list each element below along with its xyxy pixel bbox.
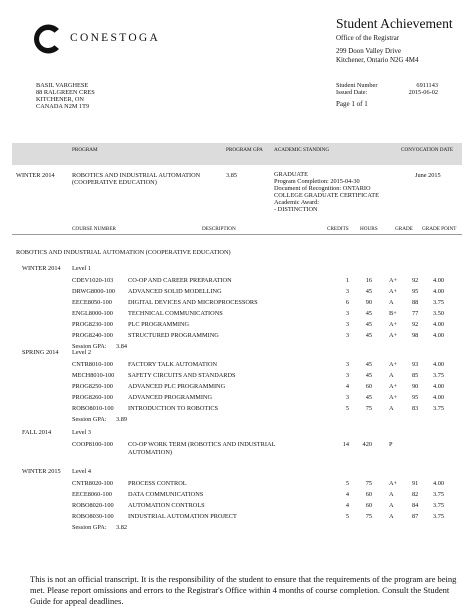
course-hours: 75 [365,480,372,487]
convocation-date: June 2015 [415,172,441,179]
course-grade-point: 3.50 [433,310,445,317]
address-line-1: 299 Doon Valley Drive [336,47,401,55]
standing-line: GRADUATE [274,171,308,178]
academic-standing-col-header: ACADEMIC STANDING [274,147,330,153]
course-code: EECE8050-100 [72,299,112,306]
course-hours: 16 [365,277,372,284]
course-percent: 83 [412,405,419,412]
course-description: ADVANCED PLC PROGRAMMING [128,383,226,390]
course-grade: A [389,405,394,412]
session-gpa-value: 3.84 [116,343,128,350]
course-grade: A [389,372,394,379]
course-grade-point: 4.00 [433,480,445,487]
session-gpa-label: Session GPA: [72,524,107,531]
course-hours: 45 [365,372,372,379]
course-grade-point: 4.00 [433,394,445,401]
course-description: SAFETY CIRCUITS AND STANDARDS [128,372,236,379]
course-description: PLC PROGRAMMING [128,321,190,328]
academic-standing [274,172,379,213]
course-credits: 3 [345,332,349,339]
program-gpa-col-header: PROGRAM GPA [226,147,263,153]
course-code: ROBO8010-100 [72,405,114,412]
conestoga-logo-icon [30,22,64,56]
course-percent: 88 [412,299,419,306]
standing-line: COLLEGE GRADUATE CERTIFICATE [274,191,379,199]
course-grade-point: 3.75 [433,299,445,306]
course-code: PROG8240-100 [72,332,113,339]
course-grade: A+ [389,277,398,284]
course-description: INDUSTRIAL AUTOMATION PROJECT [128,513,237,520]
program-name-line-1: ROBOTICS AND INDUSTRIAL AUTOMATION [72,172,201,179]
course-credits: 14 [342,441,349,448]
session-gpa-label: Session GPA: [72,416,107,423]
course-credits: 4 [345,491,349,498]
course-credits: 3 [345,321,349,328]
term-label: SPRING 2014 [22,349,59,356]
course-code: EECE8060-100 [72,491,112,498]
course-hours: 60 [365,491,372,498]
term-label: FALL 2014 [22,429,52,436]
hours-col-header: HOURS [360,226,378,232]
course-code: CNTR8010-100 [72,361,113,368]
course-grade: A [389,491,394,498]
course-grade: P [389,441,393,448]
program-term: WINTER 2014 [16,172,55,179]
course-code: PROG8230-100 [72,321,113,328]
course-percent: 95 [412,394,419,401]
program-name-line-2: (COOPERATIVE EDUCATION) [72,179,157,186]
course-credits: 5 [345,513,349,520]
address-line-2: Kitchener, Ontario N2G 4M4 [336,56,419,64]
course-hours: 420 [362,441,372,448]
course-description: CO-OP WORK TERM (ROBOTICS AND INDUSTRIAL [128,441,276,448]
course-code: COOP8100-100 [72,441,113,448]
description-col-header: DESCRIPTION [202,226,236,232]
course-description: INTRODUCTION TO ROBOTICS [128,405,219,412]
term-label: WINTER 2014 [22,265,61,272]
course-credits: 6 [345,299,349,306]
course-hours: 45 [365,361,372,368]
course-code: PROG8260-100 [72,394,113,401]
course-percent: 95 [412,288,419,295]
course-description: ADVANCED PROGRAMMING [128,394,213,401]
grade-col-header: GRADE [395,226,413,232]
course-grade: A+ [389,332,398,339]
course-credits: 5 [345,405,349,412]
course-percent: 77 [412,310,419,317]
course-description: AUTOMATION CONTROLS [128,502,205,509]
course-percent: 84 [412,502,419,509]
disclaimer-text: This is not an official transcript. It is the responsibility of the student to ensure that the requirements of the program are being met. Please report omissions and errors to the Registrar's Office within 4 months of course completion. Consult the Student Guide for appeal deadlines. [30,574,457,606]
student-name: BASIL VARGHESE [36,82,89,89]
course-hours: 60 [365,502,372,509]
standing-line: Academic Award: [274,198,320,206]
student-street: 88 RALGREEN CRES [36,89,95,96]
program-gpa: 3.85 [226,172,238,179]
course-grade-point: 3.75 [433,372,445,379]
course-grade-point: 4.00 [433,332,445,339]
course-grade-point: 4.00 [433,321,445,328]
course-percent: 90 [412,383,419,390]
course-grade: B+ [389,310,397,317]
course-code: DRWG8000-100 [72,288,116,295]
course-grade: A+ [389,321,398,328]
course-percent: 92 [412,321,419,328]
program-col-header: PROGRAM [72,147,98,153]
convocation-col-header: CONVOCATION DATE [401,147,454,153]
course-percent: 93 [412,361,419,368]
course-grade-point: 3.75 [433,491,445,498]
student-city: KITCHENER, ON [36,96,84,103]
course-code: CNTR8020-100 [72,480,113,487]
course-grade: A [389,299,394,306]
course-grade-point: 4.00 [433,277,445,284]
course-credits: 3 [345,361,349,368]
course-grade-point: 4.00 [433,361,445,368]
course-hours: 45 [365,332,372,339]
course-percent: 91 [412,480,419,487]
level-label: Level 4 [72,468,92,475]
course-code: ROBO8020-100 [72,502,114,509]
course-grade: A+ [389,288,398,295]
course-grade-point: 3.75 [433,502,445,509]
grade-point-col-header: GRADE POINT [422,226,457,232]
page-indicator: Page 1 of 1 [336,100,368,108]
session-gpa-value: 3.82 [116,524,128,531]
student-number-label: Student Number [336,82,378,89]
course-grade: A [389,513,394,520]
credits-col-header: CREDITS [327,226,349,232]
course-grade-point: 3.75 [433,405,445,412]
course-code: ENGL8000-100 [72,310,113,317]
course-description: ADVANCED SOLID MODELLING [128,288,222,295]
course-code: PROG8250-100 [72,383,113,390]
course-percent: 85 [412,372,419,379]
course-description: STRUCTURED PROGRAMMING [128,332,219,339]
brand-name: CONESTOGA [70,32,161,44]
course-grade-point: 3.75 [433,513,445,520]
course-hours: 45 [365,394,372,401]
level-label: Level 1 [72,265,92,272]
course-hours: 90 [365,299,372,306]
issued-date: 2015-06-02 [408,89,438,96]
document-title: Student Achievement [336,16,453,31]
course-hours: 45 [365,288,372,295]
course-credits: 4 [345,383,349,390]
course-credits: 3 [345,288,349,295]
session-gpa-value: 3.89 [116,416,128,423]
course-grade: A+ [389,383,398,390]
course-hours: 45 [365,310,372,317]
course-description: DIGITAL DEVICES AND MICROPROCESSORS [128,299,258,306]
course-description: PROCESS CONTROL [128,480,187,487]
program-section-title: ROBOTICS AND INDUSTRIAL AUTOMATION (COOPERATIVE EDUCATION) [16,249,231,256]
course-percent: 92 [412,277,419,284]
course-description: CO-OP AND CAREER PREPARATION [128,277,232,284]
course-hours: 75 [365,405,372,412]
course-credits: 3 [345,372,349,379]
course-code: ROBO8030-100 [72,513,114,520]
course-number-col-header: COURSE NUMBER [72,226,116,232]
course-grade: A+ [389,361,398,368]
course-hours: 60 [365,383,372,390]
course-hours: 75 [365,513,372,520]
standing-line: Document of Recognition: ONTARIO [274,184,371,192]
course-header-divider [12,234,462,235]
course-percent: 98 [412,332,419,339]
course-grade: A+ [389,394,398,401]
course-grade-point: 4.00 [433,383,445,390]
course-grade: A [389,502,394,509]
course-credits: 5 [345,480,349,487]
course-grade: A+ [389,480,398,487]
level-label: Level 2 [72,349,92,356]
term-label: WINTER 2015 [22,468,61,475]
issued-date-label: Issued Date: [336,89,368,96]
student-number: 6911143 [416,82,438,89]
session-gpa-label: Session GPA: [72,343,107,350]
registrar-office: Office of the Registrar [336,34,400,42]
student-country: CANADA N2M 1T9 [36,103,90,110]
course-grade-point: 4.00 [433,288,445,295]
level-label: Level 3 [72,429,92,436]
course-credits: 4 [345,502,349,509]
course-credits: 3 [345,310,349,317]
course-percent: 82 [412,491,419,498]
course-description: TECHNICAL COMMUNICATIONS [128,310,223,317]
course-code: MECH8010-100 [72,372,115,379]
course-description: FACTORY TALK AUTOMATION [128,361,218,368]
course-hours: 45 [365,321,372,328]
course-code: CDEV1020-103 [72,277,114,284]
course-credits: 1 [345,277,349,284]
course-description-line-2: AUTOMATION) [128,449,172,456]
standing-line: Program Completion: 2015-04-30 [274,177,360,185]
standing-line: - DISTINCTION [274,205,318,213]
course-percent: 87 [412,513,419,520]
course-description: DATA COMMUNICATIONS [128,491,204,498]
course-credits: 3 [345,394,349,401]
